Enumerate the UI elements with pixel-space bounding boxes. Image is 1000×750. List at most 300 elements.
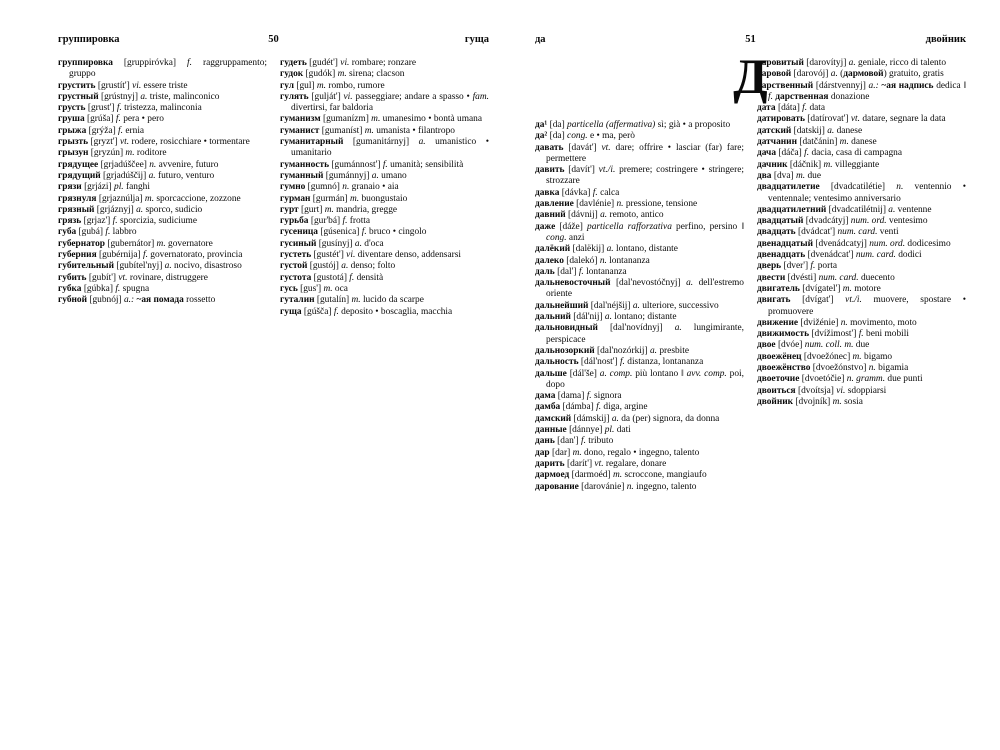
headword: грядущее (58, 159, 101, 170)
definition-text: [gúbka] (83, 283, 116, 294)
definition-text: [gumnó] (307, 182, 343, 193)
dictionary-entry (58, 126, 267, 137)
headword: гуща (280, 306, 304, 317)
dictionary-entry (58, 250, 267, 261)
definition-text: calca (600, 187, 620, 198)
definition-text: d'oca (364, 238, 384, 249)
definition-text: tributo (588, 436, 614, 447)
pos-label: m. (842, 283, 855, 294)
headword: да² (535, 131, 550, 142)
dictionary-entry (535, 120, 744, 131)
definition-text: [darít'] (566, 458, 595, 469)
definition-text: da (per) signora, da donna (621, 413, 720, 424)
pos-label: a. (830, 69, 841, 80)
headword: да¹ (535, 120, 550, 130)
page-header-right (535, 34, 966, 45)
dictionary-entry (280, 81, 489, 92)
dictionary-entry (58, 182, 267, 193)
header-last-word: двойник (925, 34, 966, 45)
definition-text: umanità; sensibilità (390, 159, 464, 170)
definition-text: villeggiante (834, 159, 880, 170)
dictionary-entry (535, 131, 744, 142)
headword: грязный (58, 204, 97, 215)
pos-label: a. (604, 312, 615, 323)
headword: датский (757, 125, 794, 136)
pos-label: fam. (472, 91, 489, 102)
pos-label: vt. (601, 142, 616, 153)
definition-text: [dvésti] (787, 272, 819, 283)
pos-label: num. ord. (869, 238, 908, 249)
definition-text: rombo, rumore (328, 80, 385, 91)
dictionary-entry (535, 210, 744, 221)
headword: гумно (280, 182, 308, 193)
pos-label: a. (674, 323, 694, 334)
pos-label: f. (592, 187, 601, 198)
headword: гудок (280, 69, 306, 80)
definition-text: deposito • boscaglia, macchia (341, 306, 453, 317)
dictionary-entry (535, 459, 744, 470)
pos-label: avv. comp. (686, 368, 730, 379)
pos-label: f. (105, 227, 113, 238)
headword: грязнуля (58, 193, 99, 204)
definition-text: [dva] (773, 170, 796, 181)
headword: двигать (757, 295, 803, 306)
definition-text: labbro (112, 227, 137, 238)
dictionary-entry (757, 374, 966, 385)
definition-text: rodere, rosicchiare • tormentare (131, 137, 250, 148)
definition-text: pressione, tensione (625, 199, 698, 210)
dictionary-entry (280, 261, 489, 272)
definition-text: [dal'novídnyj] (609, 323, 675, 334)
definition-text: ingegno, talento (636, 481, 697, 492)
headword: гусиный (280, 238, 319, 249)
definition-text: [grjaznúlja] (98, 193, 145, 204)
section-letter-heading: Д (733, 48, 768, 104)
dictionary-entry (58, 239, 267, 250)
definition-text: [gúšča] (303, 306, 334, 317)
definition-text: [grústnyj] (100, 91, 141, 102)
pos-label: f. (118, 125, 126, 136)
pos-label: f. (187, 58, 203, 68)
definition-text: ) gratuito, gratis (883, 69, 944, 80)
headword: губерния (58, 250, 99, 261)
dictionary-entry (757, 250, 966, 261)
dictionary-entry (535, 414, 744, 425)
definition-text: [gurmán] (312, 193, 351, 204)
definition-text: [gutalín] (316, 295, 352, 306)
headword: грядущий (58, 170, 104, 181)
definition-text: [grjadúščee] (100, 159, 150, 170)
dictionary-entry (280, 182, 489, 193)
pos-label: m. (156, 238, 169, 249)
dictionary-column (535, 58, 744, 493)
headword: грусть (58, 103, 88, 114)
dictionary-entry (280, 69, 489, 80)
definition-text: [grýža] (88, 125, 119, 136)
definition-text: sosia (844, 396, 863, 407)
pos-label: vi. (346, 250, 358, 261)
headword: далёкий (535, 244, 573, 255)
definition-text: [gul] (296, 80, 317, 91)
definition-text: lontano; distante (614, 312, 677, 323)
pos-label: num. ord. (850, 216, 889, 227)
page-right (535, 34, 966, 493)
pos-label: m. (371, 114, 383, 125)
definition-text: [dan'] (557, 436, 581, 447)
headword: двоиться (757, 385, 798, 396)
page-left (58, 34, 489, 493)
definition-text: rovinare, distruggere (129, 272, 208, 283)
dictionary-entry (535, 143, 744, 166)
dictionary-entry (58, 216, 267, 227)
dictionary-entry (757, 148, 966, 159)
headword: гурт (280, 204, 301, 215)
dictionary-entry (535, 369, 744, 392)
definition-text: [gudók] (305, 69, 338, 80)
headword: даль (535, 266, 558, 277)
pos-label: a. (140, 91, 150, 102)
headword: дальнейший (535, 300, 591, 311)
pos-label: f. (349, 272, 357, 283)
dictionary-entry (535, 323, 744, 346)
headword: двенадцатый (757, 238, 816, 249)
definition-text: [dvadcatilétie] (830, 182, 897, 193)
pos-label: f. (342, 216, 350, 227)
headword: дверь (757, 261, 784, 272)
definition-text: bigamo (864, 351, 893, 362)
definition-text: [dvenádcat'] (807, 250, 856, 261)
definition-text: donazione (830, 91, 870, 102)
dictionary-entry (58, 227, 267, 238)
dictionary-entry (535, 425, 744, 436)
definition-text: datare, segnare la data (862, 114, 946, 125)
definition-text: motore (854, 283, 881, 294)
dictionary-entry (58, 114, 267, 125)
headword: губа (58, 227, 79, 238)
definition-text: ulteriore, successivo (642, 300, 719, 311)
dictionary-entry (280, 239, 489, 250)
headword: двадцать (757, 227, 798, 238)
pos-label: a. (888, 204, 898, 215)
pos-label: a. (164, 261, 175, 272)
definition-text: fanghi (125, 182, 150, 193)
definition-text: denso; folto (350, 261, 396, 272)
dictionary-entry (280, 216, 489, 227)
headword: двое (757, 340, 778, 351)
definition-text: roditore (136, 148, 167, 159)
headword: губка (58, 283, 84, 294)
pos-label: a. (611, 413, 622, 424)
definition-text: [gurt] (300, 204, 325, 215)
dictionary-entry (280, 126, 489, 137)
dictionary-entry (535, 256, 744, 267)
pos-label: cong. (567, 131, 590, 142)
pos-label: f. (858, 329, 866, 340)
definition-text: dedica ‖ (936, 80, 966, 91)
dictionary-entry (535, 346, 744, 357)
definition-text: pera • pero (123, 114, 164, 125)
pos-label: a. (600, 210, 610, 221)
dictionary-entry (280, 92, 489, 115)
dictionary-entry (757, 216, 966, 227)
pos-label: m. (323, 283, 335, 294)
dictionary-entry (757, 126, 966, 137)
pos-label: a. comp. (599, 368, 636, 379)
definition-text: dati (616, 425, 631, 436)
definition-text: [grjaz'] (83, 216, 113, 227)
definition-text: [gusínyj] (318, 238, 355, 249)
definition-text: lontananza (609, 255, 650, 266)
definition-text: più lontano ‖ (635, 368, 687, 379)
definition-text: [dalëkij] (572, 244, 607, 255)
definition-text: geniale, ricco di talento (858, 58, 947, 68)
headword: густой (280, 261, 310, 272)
definition-text: [dvoežónec] (803, 351, 853, 362)
pos-label: pl. (604, 425, 617, 436)
pos-label: n. (840, 317, 851, 328)
definition-text: sdoppiarsi (847, 385, 887, 396)
dictionary-entry (58, 148, 267, 159)
definition-text: [dávnij] (568, 210, 601, 221)
headword: гуманитарный (280, 137, 353, 148)
pos-label: m. (144, 193, 157, 204)
dictionary-entry (535, 199, 744, 210)
pos-label: a. (632, 300, 643, 311)
header-first-word: группировка (58, 34, 120, 45)
dictionary-entry (535, 244, 744, 255)
definition-text: [gubérnija] (98, 250, 143, 261)
pos-label: n. (626, 481, 637, 492)
definition-text: ( (840, 69, 844, 80)
page-number: 51 (745, 34, 756, 45)
headword: данные (535, 425, 570, 436)
definition-text: [gubnój] (89, 295, 124, 306)
definition-text: futuro, venturo (157, 170, 215, 181)
definition-text: [dvoítsja] (797, 385, 837, 396)
definition-text: ventenne (897, 204, 932, 215)
pos-label: pl. (114, 182, 126, 193)
dictionary-entry (58, 92, 267, 103)
dictionary-entry (757, 182, 966, 205)
pos-label: m. (364, 125, 377, 136)
pos-label: m. (337, 69, 350, 80)
headword: датчанин (757, 137, 800, 148)
definition-text: [dvígat'] (802, 295, 846, 306)
dictionary-entry (535, 312, 744, 323)
definition-text: [gur'bá] (310, 216, 343, 227)
definition-text: [dáča] (778, 148, 805, 159)
pos-label: vt. (594, 458, 606, 469)
headword: гуманность (280, 159, 332, 170)
headword: дармовой (843, 69, 884, 80)
pos-label: a.: (123, 295, 137, 306)
definition-text: regalare, donare (605, 458, 667, 469)
definition-text: granaio • aia (351, 182, 399, 193)
headword: грустить (58, 80, 98, 91)
pos-label: m. (612, 470, 625, 481)
pos-label: m. (316, 80, 329, 91)
dictionary-entry (58, 295, 267, 306)
dictionary-entry (535, 482, 744, 493)
definition-text: [darmoéd] (571, 470, 613, 481)
pos-label: m. (839, 137, 852, 148)
definition-text: avvenire, futuro (158, 159, 219, 170)
definition-text: [dal'] (557, 266, 579, 277)
definition-text: [gustój] (309, 261, 342, 272)
pos-label: vt. (120, 137, 132, 148)
pos-label: f. (619, 357, 628, 368)
columns-right-page (535, 58, 966, 493)
dictionary-entry (757, 397, 966, 408)
pos-label: f. (810, 261, 818, 272)
pos-label: f. (382, 159, 391, 170)
definition-text: venti (879, 227, 899, 238)
headword: дача (757, 148, 779, 159)
pos-label: a. (354, 238, 365, 249)
headword: губной (58, 295, 90, 306)
definition-text: duecento (860, 272, 895, 283)
pos-label: a. (371, 170, 382, 181)
pos-label: f. (802, 103, 810, 114)
pos-label: n. (149, 159, 159, 170)
definition-text: scroccone, mangiaufo (624, 470, 707, 481)
pos-label: m. (832, 396, 845, 407)
definition-text: [dvoetóčie] (801, 374, 847, 385)
pos-label: vi. (343, 91, 356, 102)
definition-text: diga, argine (603, 402, 648, 413)
definition-text: [gubítel'nyj] (116, 261, 165, 272)
dictionary-entry (757, 58, 966, 69)
definition-text: poi, dopo (546, 368, 744, 390)
pos-label: m. (324, 204, 337, 215)
definition-text: [dvenádcatyj] (815, 238, 870, 249)
definition-text: [gryzún] (90, 148, 126, 159)
headword: дарственная (775, 91, 831, 102)
pos-label: vi. (836, 385, 848, 396)
definition-text: data (809, 103, 826, 114)
definition-text: [davít'] (568, 165, 599, 176)
dictionary-entry (757, 160, 966, 171)
definition-text: sporcaccione, zozzone (156, 193, 241, 204)
headword: гул (280, 80, 297, 91)
pos-label: f. (115, 114, 124, 125)
definition-text: presbite (659, 345, 690, 356)
definition-text: [dáčnik] (789, 159, 824, 170)
definition-text: [dal'nozórkij] (596, 345, 650, 356)
definition-text: [dámba] (562, 402, 597, 413)
definition-text: triste, malinconico (149, 91, 220, 102)
definition-text: [dar] (552, 447, 573, 458)
dictionary-entry (757, 227, 966, 238)
definition-text: dono, regalo • ingegno, talento (584, 447, 700, 458)
definition-text: [gulját'] (311, 91, 344, 102)
dictionary-entry (58, 160, 267, 171)
pos-label: m. (350, 193, 362, 204)
definition-text: [grjadúščij] (103, 170, 149, 181)
dictionary-entry (58, 194, 267, 205)
definition-text: [grjázi] (84, 182, 114, 193)
dictionary-entry (58, 137, 267, 148)
pos-label: num. card. (818, 272, 861, 283)
pos-label: m. (852, 351, 864, 362)
dictionary-entry (58, 171, 267, 182)
header-first-word: да (535, 34, 546, 45)
dictionary-entry (58, 273, 267, 284)
pos-label: f. (116, 103, 125, 114)
dictionary-entry (58, 205, 267, 216)
dictionary-entry (280, 160, 489, 171)
definition-text: dodici (898, 250, 922, 261)
pos-label: f. (804, 148, 812, 159)
dictionary-entry (280, 194, 489, 205)
headword: гуманист (280, 125, 322, 136)
definition-text: umanistico • umanitario (291, 137, 489, 159)
headword: дар (535, 447, 552, 458)
definition-text: due (855, 340, 870, 351)
dictionary-entry (280, 58, 489, 69)
headword: давление (535, 199, 577, 210)
definition-text: [dámskij] (573, 413, 612, 424)
pos-label: n. (616, 199, 626, 210)
definition-text: umano (381, 170, 407, 181)
headword: губернатор (58, 238, 108, 249)
dictionary-entry (280, 307, 489, 318)
pos-label: a. (136, 204, 146, 215)
pos-label: n. (896, 182, 915, 193)
dictionary-entry (535, 165, 744, 188)
definition-text: [gumánnost'] (331, 159, 383, 170)
definition-text: [dal'nevostóčnyj] (615, 278, 687, 289)
dictionary-column (757, 58, 966, 493)
dictionary-entry (280, 273, 489, 284)
definition-text: [gryzt'] (90, 137, 121, 148)
definition-text: sirena; clacson (349, 69, 405, 80)
definition-text: [dama] (557, 391, 587, 402)
definition-text: [grust'] (87, 103, 117, 114)
headword: давать (535, 142, 569, 153)
definition-text: [dvadcatilétnij] (828, 204, 889, 215)
dictionary-entry (280, 284, 489, 295)
headword: дата (757, 103, 778, 114)
dictionary-entry (757, 352, 966, 363)
pos-label: particella rafforzativa (587, 221, 677, 232)
dictionary-entry (58, 261, 267, 272)
definition-text: [gubá] (78, 227, 106, 238)
definition-text: sì; già • a proposito (657, 120, 731, 130)
pos-label: f. (333, 306, 342, 317)
definition-text: e • ma, però (589, 131, 635, 142)
pos-label: a. (418, 137, 436, 148)
headword: дань (535, 436, 558, 447)
definition-text: [dál'nij] (573, 312, 605, 323)
definition-text: frotta (349, 216, 371, 227)
headword: давить (535, 165, 569, 176)
headword: гудеть (280, 58, 310, 68)
pos-label: f. (361, 227, 370, 238)
definition-text: [gumaníst] (321, 125, 365, 136)
definition-text: [grjáznyj] (96, 204, 137, 215)
definition-text: passeggiare; andare a spasso • (355, 91, 473, 102)
pos-label: n. (342, 182, 352, 193)
headword: грязи (58, 182, 85, 193)
definition-text: [dvojník] (795, 396, 833, 407)
dictionary-entry (757, 69, 966, 80)
definition-text: dell'estremo oriente (546, 278, 744, 300)
pos-label: vi. (132, 80, 144, 91)
definition-text: buongustaio (361, 193, 408, 204)
dictionary-entry (757, 318, 966, 329)
headword: дачник (757, 159, 790, 170)
